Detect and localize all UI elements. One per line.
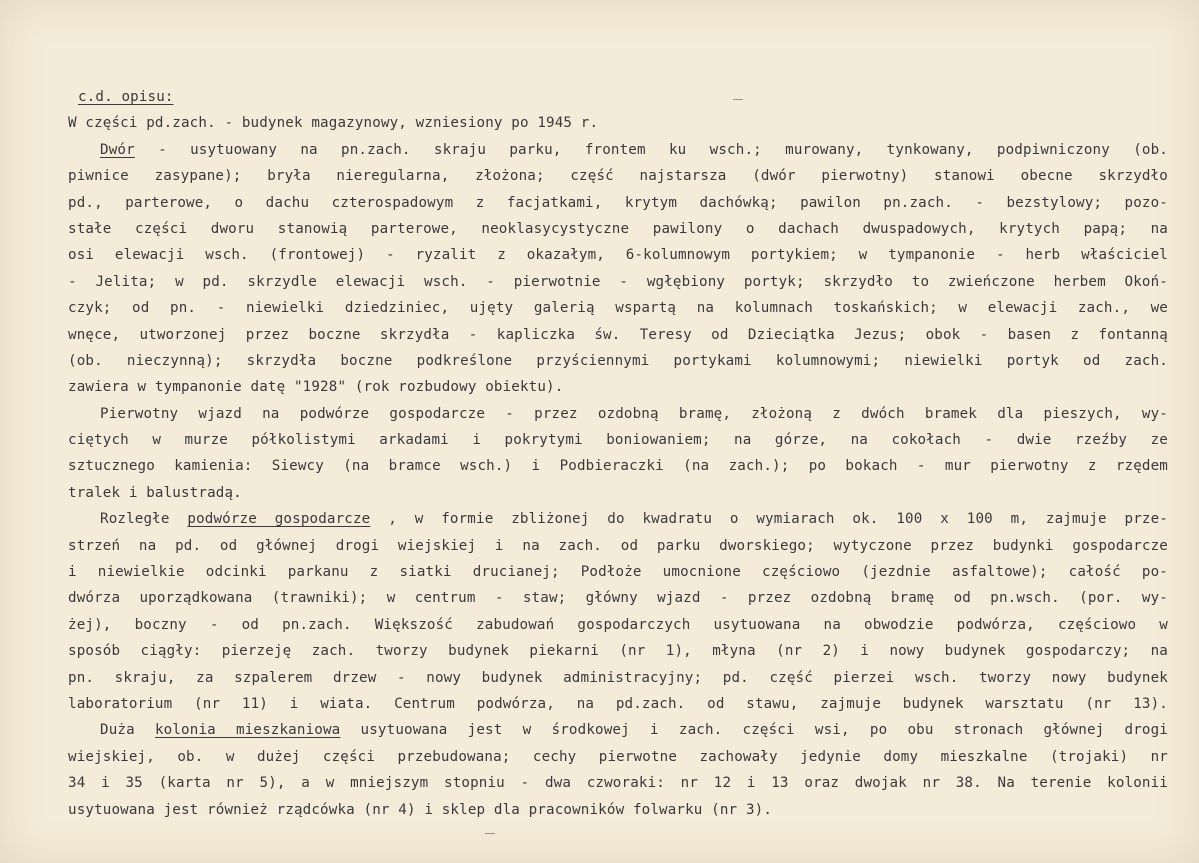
text-line — [68, 453, 1168, 479]
heading-text: c.d. opisu: — [78, 89, 174, 105]
line-text: czyk; od pn. - niewielki dziedziniec, ujęty galerią wspartą na kolumnach toskańskich; w elewacji zach., we — [68, 300, 1168, 317]
text-line — [68, 427, 1168, 453]
text-line — [68, 533, 1168, 559]
text-line — [68, 137, 1168, 163]
line-text: tralek i balustradą. — [68, 484, 242, 501]
line-text: wiejskiej, ob. w dużej części przebudowana; cechy pierwotne zachowały jedynie domy mieszkalne (trojaki) nr — [68, 748, 1168, 765]
text-line — [68, 480, 1168, 506]
line-prefix: Rozległe — [100, 511, 188, 528]
line-text: laboratorium (nr 11) i wiata. Centrum podwórza, na pd.zach. od stawu, zajmuje budynek warsztatu (nr 13). — [68, 695, 1168, 712]
line-text: Pierwotny wjazd na podwórze gospodarcze - przez ozdobną bramę, złożoną z dwóch bramek dla pieszych, wy- — [100, 405, 1168, 422]
line-text: wnęce, utworzonej przez boczne skrzydła - kapliczka św. Teresy od Dzieciątka Jezus; obok - basen z fontanną — [68, 326, 1168, 343]
line-text: - Jelita; w pd. skrzydle elewacji wsch. - pierwotnie - wgłębiony portyk; skrzydło to zwieńczone herbem Okoń- — [68, 273, 1168, 290]
line-text: sposób ciągły: pierzeję zach. tworzy budynek piekarni (nr 1), młyna (nr 2) i nowy budynek gospodarczy; na — [68, 643, 1168, 660]
text-line — [68, 322, 1168, 348]
line-text: strzeń na pd. od głównej drogi wiejskiej i na zach. od parku dworskiego; wytyczone przez budynki gospodarcze — [68, 537, 1168, 554]
text-line — [68, 638, 1168, 664]
text-line — [68, 401, 1168, 427]
line-text: usytuowana jest w środkowej i zach. części wsi, po obu stronach głównej drogi — [340, 722, 1168, 739]
line-text: (ob. nieczynną); skrzydła boczne podkreślone przyściennymi portykami kolumnowymi; niewielki portyk od zach. — [68, 352, 1168, 369]
line-text: piwnice zasypane); bryła nieregularna, złożona; część najstarsza (dwór pierwotny) stanowi obecne skrzydło — [68, 168, 1168, 185]
line-text: sztucznego kamienia: Siewcy (na bramce wsch.) i Podbieraczki (na zach.); po bokach - mur pierwotny z rzędem — [68, 458, 1168, 475]
page-mark — [485, 833, 495, 834]
line-text: 34 i 35 (karta nr 5), a w mniejszym stopniu - dwa czworaki: nr 12 i 13 oraz dwojak nr 38. Na terenie kolonii — [68, 775, 1168, 792]
text-line — [68, 585, 1168, 611]
line-text: osi elewacji wsch. (frontowej) - ryzalit z okazałym, 6-kolumnowym portykiem; w tympanonie - herb właściciel — [68, 247, 1168, 264]
text-line — [68, 163, 1168, 189]
text-line — [68, 269, 1168, 295]
line-text: żej), boczny - od pn.zach. Większość zabudowań gospodarczych usytuowana na obwodzie podwórza, częściowo w — [68, 616, 1168, 633]
text-line — [68, 110, 1168, 136]
line-text: ciętych w murze półkolistymi arkadami i pokrytymi boniowaniem; na górze, na cokołach - dwie rzeźby ze — [68, 432, 1168, 449]
text-line — [68, 744, 1168, 770]
line-text: dwórza uporządkowana (trawniki); w centrum - staw; główny wjazd - przez ozdobną bramę od pn.wsch. (por. wy- — [68, 590, 1168, 607]
text-line — [68, 612, 1168, 638]
line-text: pn. skraju, za szpalerem drzew - nowy budynek administracyjny; pd. część pierzei wsch. tworzy nowy budynek — [68, 669, 1168, 686]
text-line — [68, 691, 1168, 717]
line-text: W części pd.zach. - budynek magazynowy, wzniesiony po 1945 r. — [68, 115, 599, 132]
text-line — [68, 242, 1168, 268]
line-text: zawiera w tympanonie datę "1928" (rok rozbudowy obiektu). — [68, 379, 564, 396]
document-text — [68, 84, 1168, 823]
text-line — [68, 216, 1168, 242]
line-text: pd., parterowe, o dachu czterospadowym z facjatkami, krytym dachówką; pawilon pn.zach. - bezstylowy; pozo- — [68, 194, 1168, 211]
text-line — [68, 295, 1168, 321]
line-text: i niewielkie odcinki parkanu z siatki drucianej; Podłoże umocnione częściowo (jezdnie asfaltowe); całość po- — [68, 564, 1168, 581]
line-text: usytuowana jest również rządcówka (nr 4) i sklep dla pracowników folwarku (nr 3). — [68, 801, 773, 818]
text-line — [68, 506, 1168, 532]
text-line — [68, 559, 1168, 585]
line-prefix: Duża — [100, 722, 155, 739]
text-line — [68, 190, 1168, 216]
line-text: stałe części dworu stanowią parterowe, neoklasycystyczne pawilony o dachach dwuspadowych, krytych papą; na — [68, 220, 1168, 237]
text-line — [68, 374, 1168, 400]
text-line — [68, 665, 1168, 691]
text-line — [68, 717, 1168, 743]
text-line — [68, 770, 1168, 796]
line-text: , w formie zbliżonej do kwadratu o wymiarach ok. 100 x 100 m, zajmuje prze- — [370, 511, 1168, 528]
document-heading — [68, 84, 1168, 110]
text-line — [68, 348, 1168, 374]
underlined-term: podwórze gospodarcze — [187, 511, 371, 528]
line-text: - usytuowany na pn.zach. skraju parku, frontem ku wsch.; murowany, tynkowany, podpiwniczony (ob. — [134, 141, 1168, 158]
underlined-term: Dwór — [100, 141, 135, 158]
text-line — [68, 797, 1168, 823]
underlined-term: kolonia mieszkaniowa — [154, 722, 341, 739]
